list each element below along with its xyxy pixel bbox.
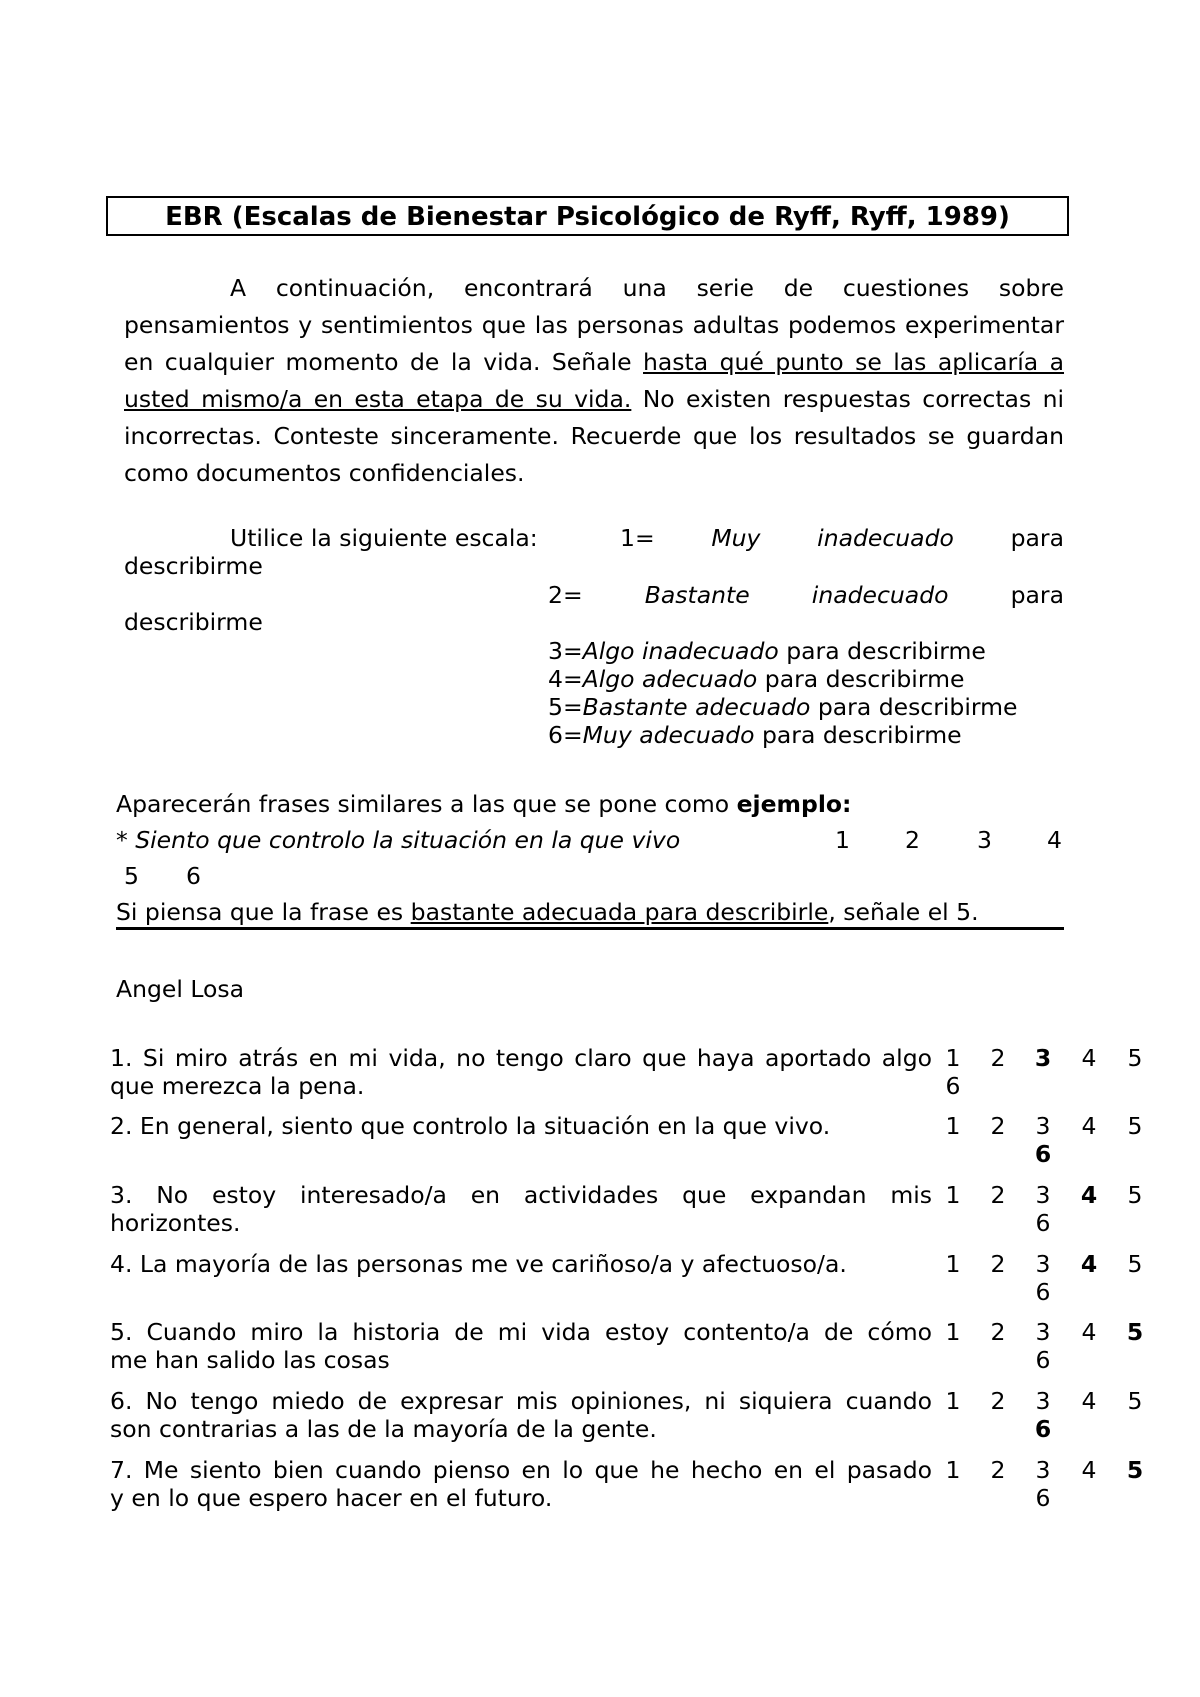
question-line-1: 1. Si miro atrás en mi vida, no tengo claro que haya aportado algo: [110, 1044, 932, 1072]
intro-text-2: No existen respuestas correctas ni incorrectas. Conteste sinceramente. Recuerde que los resultados se guardan como documentos confidenciales.: [124, 385, 1064, 487]
answer-option-1[interactable]: 1: [945, 1044, 961, 1072]
question-line-1: 2. En general, siento que controlo la situación en la que vivo.: [110, 1112, 831, 1140]
answer-option-5[interactable]: 5: [1127, 1181, 1143, 1209]
answer-option-3[interactable]: 3: [1035, 1387, 1051, 1415]
example-num-4: 4: [1047, 826, 1062, 854]
intro-paragraph: [124, 270, 1064, 492]
answer-option-5[interactable]: 5: [1127, 1250, 1143, 1278]
scale-item-6: 6=Muy adecuado para describirme: [548, 721, 962, 749]
question-line-2: que merezca la pena.: [110, 1072, 365, 1100]
question-line-2: horizontes.: [110, 1209, 241, 1237]
example-num-2: 2: [905, 826, 920, 854]
answer-option-2[interactable]: 2: [990, 1112, 1006, 1140]
answer-option-3[interactable]: 3: [1035, 1112, 1051, 1140]
answer-option-1[interactable]: 1: [945, 1387, 961, 1415]
example-num-3: 3: [977, 826, 992, 854]
answer-option-6[interactable]: 6: [1035, 1346, 1051, 1374]
question-line-1: 5. Cuando miro la historia de mi vida estoy contento/a de cómo: [110, 1318, 932, 1346]
scale-lead: Utilice la siguiente escala:: [230, 524, 538, 552]
question-text: [110, 1044, 932, 1100]
question-text: [110, 1181, 932, 1237]
scale-item-2: [548, 581, 1064, 609]
answer-option-3[interactable]: 3: [1035, 1456, 1051, 1484]
answer-option-1[interactable]: 1: [945, 1112, 961, 1140]
question-text: [110, 1250, 932, 1278]
scale-label-word-2: inadecuado: [817, 524, 954, 552]
answer-option-4[interactable]: 4: [1081, 1112, 1097, 1140]
answer-option-4[interactable]: 4: [1081, 1387, 1097, 1415]
answer-option-5[interactable]: 5: [1126, 1318, 1144, 1346]
answer-option-6[interactable]: 6: [1034, 1415, 1052, 1443]
scale-wrap-1: describirme: [124, 552, 263, 580]
example-instruction: Si piensa que la frase es bastante adecuada para describirle, señale el 5.: [116, 898, 979, 926]
question-text: [110, 1318, 932, 1374]
answer-option-3[interactable]: 3: [1035, 1250, 1051, 1278]
answer-option-2[interactable]: 2: [990, 1044, 1006, 1072]
answer-option-4[interactable]: 4: [1081, 1456, 1097, 1484]
scale-label-word-2: inadecuado: [811, 581, 949, 609]
question-line-2: y en lo que espero hacer en el futuro.: [110, 1484, 553, 1512]
question-text: [110, 1387, 932, 1443]
example-num-5: 5: [124, 862, 139, 890]
answer-option-5[interactable]: 5: [1127, 1112, 1143, 1140]
answer-option-6[interactable]: 6: [1035, 1209, 1051, 1237]
answer-option-3[interactable]: 3: [1034, 1044, 1052, 1072]
answer-option-2[interactable]: 2: [990, 1456, 1006, 1484]
question-line-2: me han salido las cosas: [110, 1346, 390, 1374]
answer-option-1[interactable]: 1: [945, 1181, 961, 1209]
respondent-name: Angel Losa: [116, 975, 245, 1003]
example-num-6: 6: [186, 862, 201, 890]
answer-option-6[interactable]: 6: [1035, 1484, 1051, 1512]
answer-option-5[interactable]: 5: [1127, 1044, 1143, 1072]
answer-option-1[interactable]: 1: [945, 1250, 961, 1278]
example-intro: Aparecerán frases similares a las que se pone como ejemplo:: [116, 790, 852, 818]
answer-option-2[interactable]: 2: [990, 1318, 1006, 1346]
scale-para: para: [1010, 524, 1064, 552]
answer-option-4[interactable]: 4: [1080, 1181, 1098, 1209]
answer-option-4[interactable]: 4: [1080, 1250, 1098, 1278]
example-sentence: * Siento que controlo la situación en la que vivo: [116, 826, 681, 854]
question-text: [110, 1112, 932, 1140]
intro-underlined: hasta qué punto se las aplicaría a usted mismo/a en esta etapa de su vida.: [124, 348, 1065, 413]
answer-option-2[interactable]: 2: [990, 1181, 1006, 1209]
question-line-1: 4. La mayoría de las personas me ve cariñoso/a y afectuoso/a.: [110, 1250, 847, 1278]
question-text: [110, 1456, 932, 1512]
scale-num: 2=: [548, 581, 583, 609]
question-line-1: 6. No tengo miedo de expresar mis opiniones, ni siquiera cuando: [110, 1387, 932, 1415]
answer-option-4[interactable]: 4: [1081, 1318, 1097, 1346]
answer-option-6[interactable]: 6: [1034, 1140, 1052, 1168]
answer-option-1[interactable]: 1: [945, 1456, 961, 1484]
scale-label-word-1: Bastante: [644, 581, 750, 609]
scale-label-word-1: Muy: [711, 524, 761, 552]
scale-item-1: [620, 524, 1064, 552]
answer-option-6[interactable]: 6: [1035, 1278, 1051, 1306]
page-title: EBR (Escalas de Bienestar Psicológico de Ryff, Ryff, 1989): [106, 196, 1069, 236]
question-line-1: 7. Me siento bien cuando pienso en lo que he hecho en el pasado: [110, 1456, 932, 1484]
question-line-2: son contrarias a las de la mayoría de la gente.: [110, 1415, 657, 1443]
answer-option-4[interactable]: 4: [1081, 1044, 1097, 1072]
question-line-1: 3. No estoy interesado/a en actividades que expandan mis: [110, 1181, 932, 1209]
scale-wrap-2: describirme: [124, 608, 263, 636]
divider: [116, 927, 1064, 930]
answer-option-3[interactable]: 3: [1035, 1318, 1051, 1346]
scale-para: para: [1010, 581, 1064, 609]
scale-item-5: 5=Bastante adecuado para describirme: [548, 693, 1018, 721]
answer-option-5[interactable]: 5: [1126, 1456, 1144, 1484]
answer-option-3[interactable]: 3: [1035, 1181, 1051, 1209]
scale-num: 1=: [620, 524, 655, 552]
answer-option-5[interactable]: 5: [1127, 1387, 1143, 1415]
intro-text-1: A continuación, encontrará una serie de cuestiones sobre pensamientos y sentimientos que las personas adultas podemos experimentar en cualquier momento de la vida. Señale: [124, 274, 1064, 376]
answer-option-1[interactable]: 1: [945, 1318, 961, 1346]
answer-option-2[interactable]: 2: [990, 1250, 1006, 1278]
answer-option-6[interactable]: 6: [945, 1072, 961, 1100]
scale-item-3: 3=Algo inadecuado para describirme: [548, 637, 986, 665]
example-num-1: 1: [835, 826, 850, 854]
scale-item-4: 4=Algo adecuado para describirme: [548, 665, 965, 693]
answer-option-2[interactable]: 2: [990, 1387, 1006, 1415]
